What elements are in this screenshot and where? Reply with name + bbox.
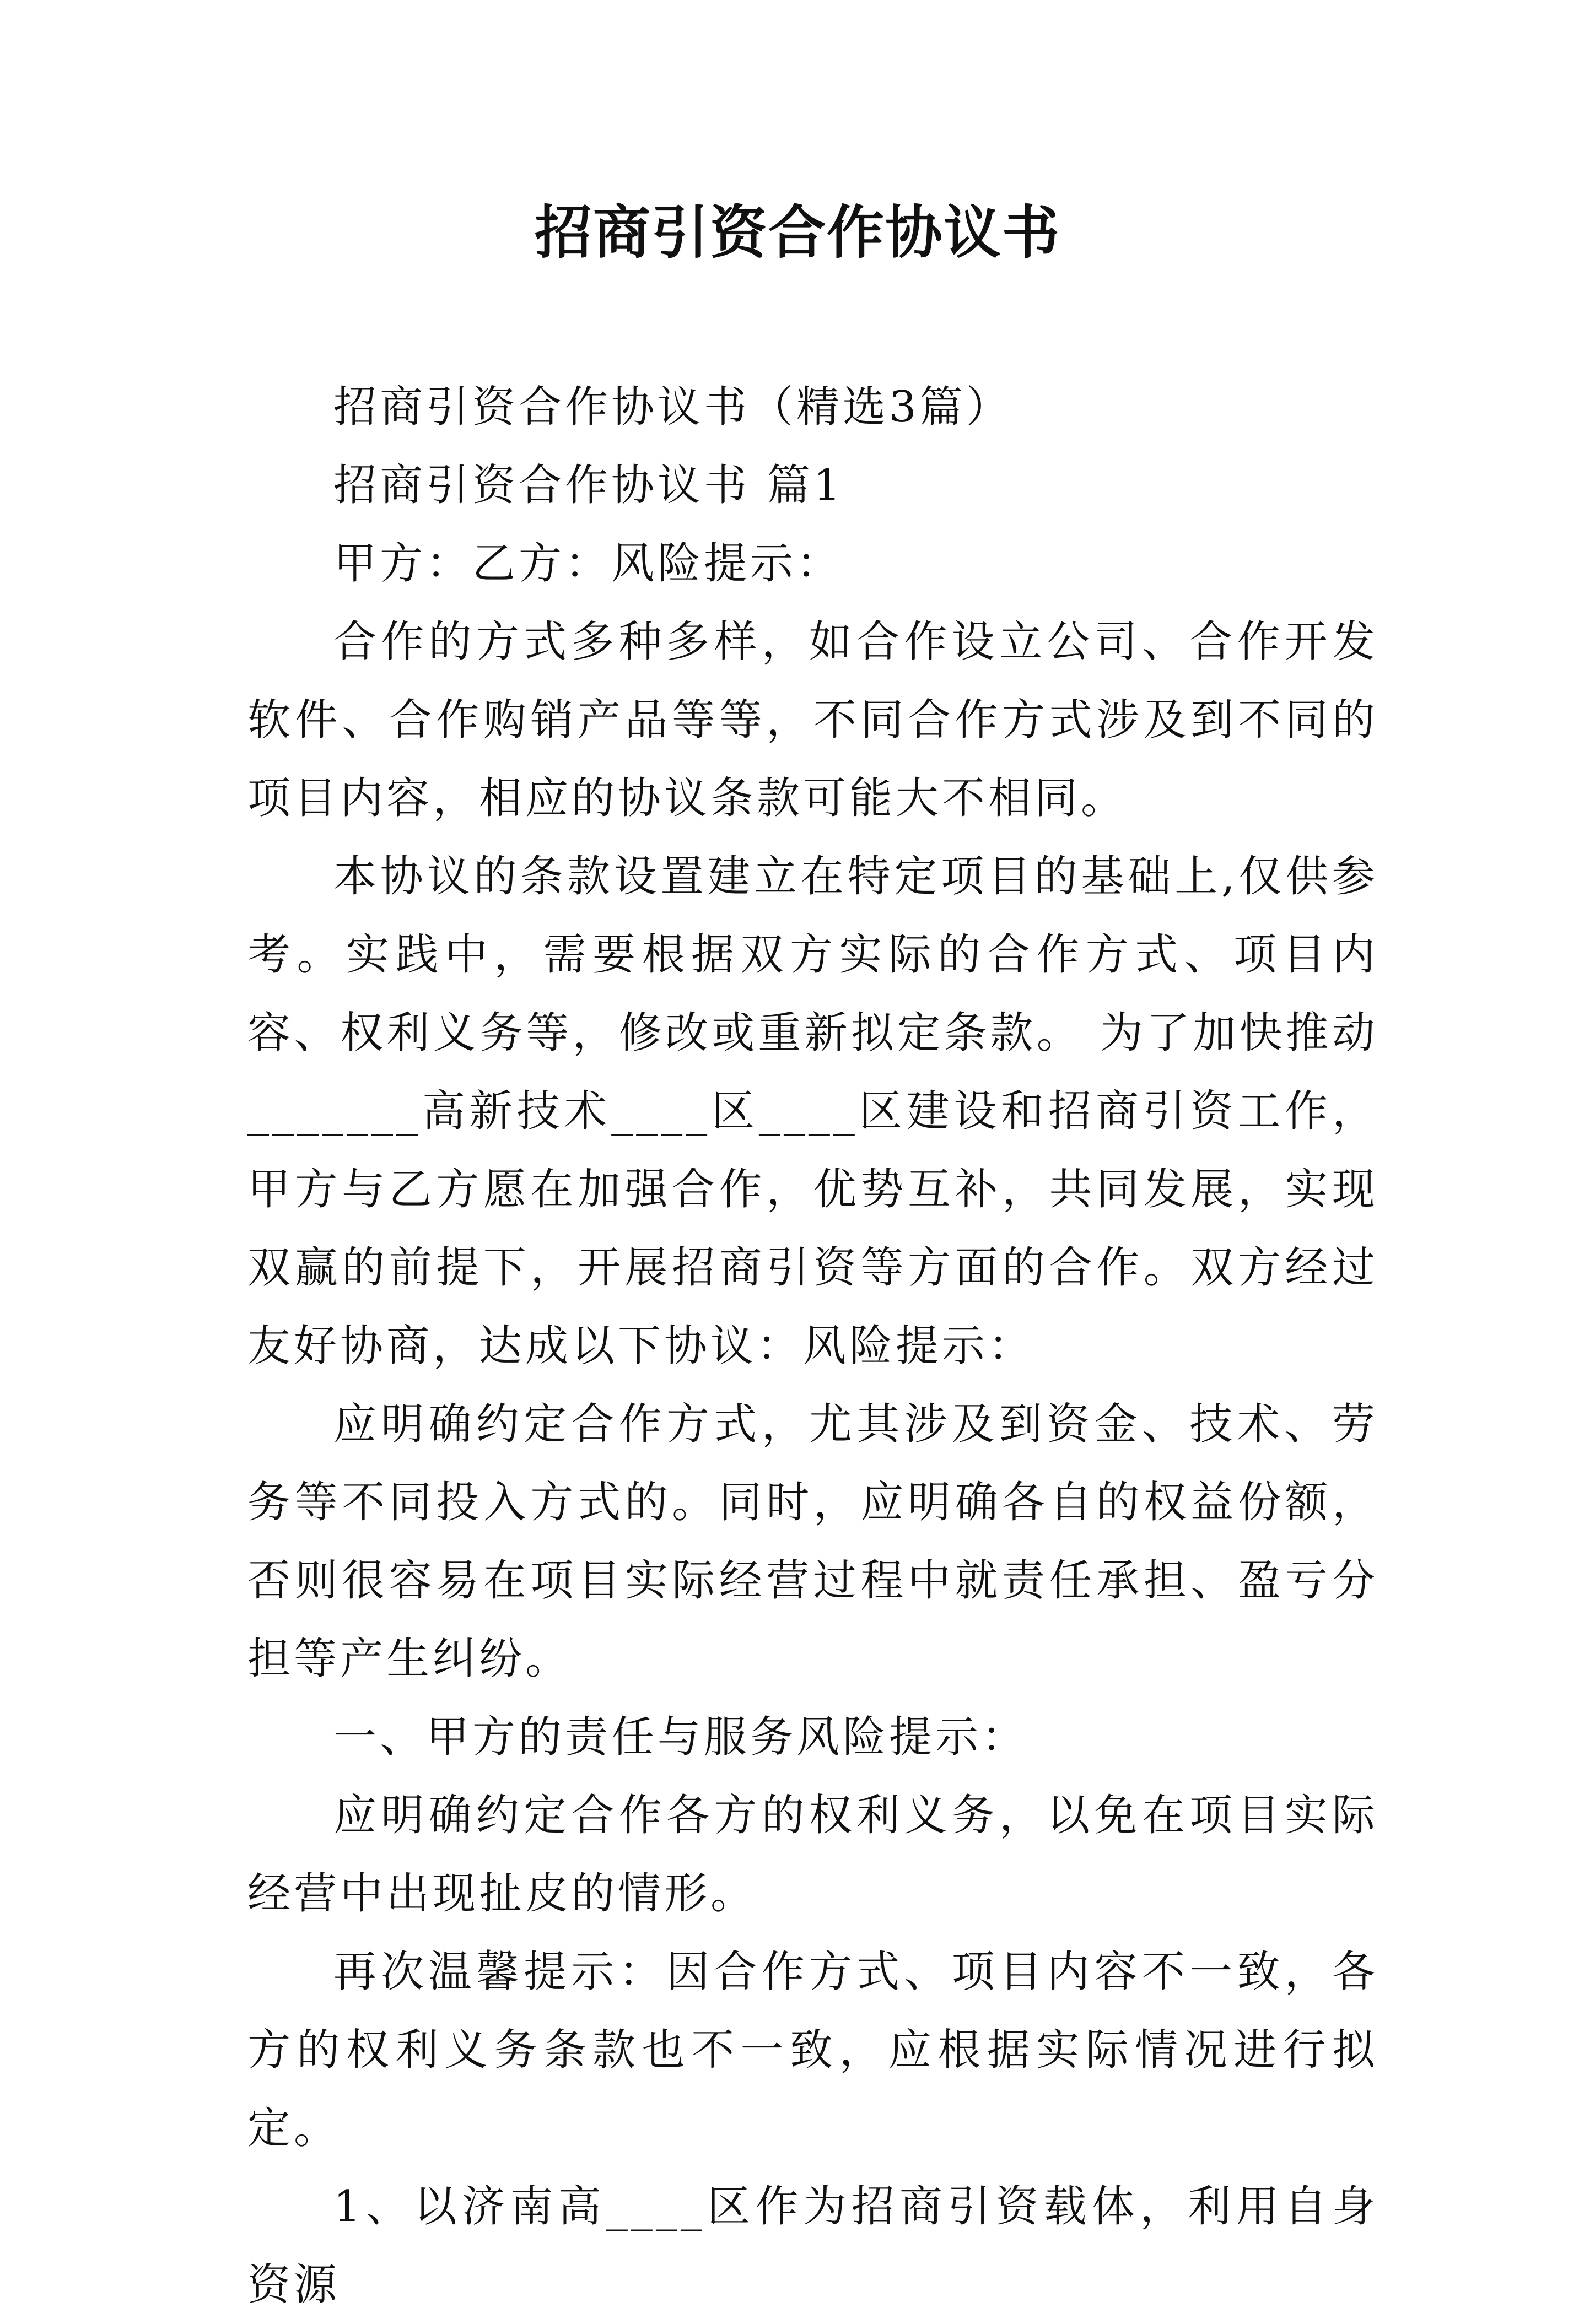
paragraph: 应明确约定合作方式，尤其涉及到资金、技术、劳务等不同投入方式的。同时，应明确各自的权益份额，否则很容易在项目实际经营过程中就责任承担、盈亏分担等产生纠纷。 bbox=[247, 1399, 1378, 1684]
document-title: 招商引资合作协议书 bbox=[534, 198, 1060, 266]
paragraph-section-heading: 招商引资合作协议书 篇1 bbox=[333, 461, 844, 510]
paragraph-parties: 甲方：乙方：风险提示： bbox=[333, 539, 843, 588]
document-body bbox=[247, 368, 1378, 2324]
paragraph-clause-item: 1、以济南高____区作为招商引资载体，利用自身资源 bbox=[247, 2182, 1378, 2310]
paragraph-subtitle: 招商引资合作协议书（精选3篇） bbox=[333, 382, 1012, 432]
paragraph: 再次温馨提示：因合作方式、项目内容不一致，各方的权利义务条款也不一致，应根据实际情况进行拟定。 bbox=[247, 1947, 1378, 2153]
paragraph: 本协议的条款设置建立在特定项目的基础上,仅供参考。实践中，需要根据双方实际的合作方式、项目内容、权利义务等，修改或重新拟定条款。 为了加快推动_______高新技术____区____区建设和招商引资工作，甲方与乙方愿在加强合作，优势互补，共同发展，实现双赢的前提下，开展招商引资等方面的合作。双方经过友好协商，达成以下协议：风险提示： bbox=[247, 852, 1378, 1371]
paragraph: 应明确约定合作各方的权利义务，以免在项目实际经营中出现扯皮的情形。 bbox=[247, 1791, 1378, 1918]
paragraph: 合作的方式多种多样，如合作设立公司、合作开发软件、合作购销产品等等，不同合作方式涉及到不同的项目内容，相应的协议条款可能大不相同。 bbox=[247, 617, 1378, 823]
paragraph-clause-heading: 一、甲方的责任与服务风险提示： bbox=[333, 1712, 1028, 1762]
